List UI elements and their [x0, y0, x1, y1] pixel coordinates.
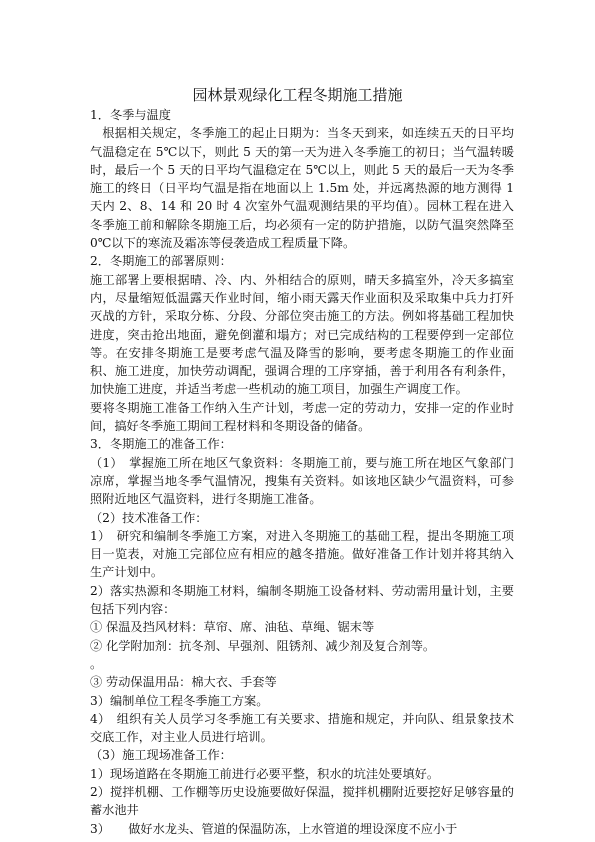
- document-title: 园林景观绿化工程冬期施工措施: [192, 86, 403, 104]
- paragraph: 2）落实热源和冬期施工材料，编制冬期施工设备材料、劳动需用量计划，主要包括下列内容：: [90, 583, 514, 617]
- paragraph: 1．冬季与温度: [90, 108, 171, 122]
- paragraph: ② 化学附加剂：抗冬剂、早强剂、阻锈剂、减少剂及复合剂等。: [90, 638, 436, 653]
- paragraph: 3．冬期施工的准备工作：: [90, 437, 232, 452]
- paragraph: 要将冬期施工准备工作纳入生产计划，考虑一定的劳动力，安排一定的作业时间，搞好冬季施工期间工程材料和冬期设备的储备。: [90, 400, 514, 434]
- paragraph: 4） 组织有关人员学习冬季施工有关要求、措施和规定，并向队、组景象技术交底工作，对主业人员进行培训。: [90, 711, 514, 745]
- paragraph: （2）技术准备工作：: [90, 510, 208, 525]
- paragraph: 施工部署上要根据晴、冷、内、外相结合的原则，晴天多搞室外，冷天多搞室内，尽量缩短低温露天作业时间，缩小雨天露天作业面积及采取集中兵力打歼灭战的方针，采取分栋、分段、分部位突击施工的方法。例如将基础工程加快进度，突击抢出地面，避免倒灌和塌方；对已完成结构的工程要停到一定部位等。在安排冬期施工是要考虑气温及降雪的影响，要考虑冬期施工的作业面积、施工进度，加快劳动调配，强调合理的工序穿插，善于利用各有利条件，加快施工进度，并适当考虑一些机动的施工项目，加强生产调度工作。: [90, 272, 514, 397]
- paragraph: 3）编制单位工程冬季施工方案。: [90, 693, 269, 708]
- paragraph: 3） 做好水龙头、管道的保温防冻，上水管道的埋设深度不应小于: [90, 821, 458, 836]
- paragraph: （1） 掌握施工所在地区气象资料：冬期施工前，要与施工所在地区气象部门凉席，掌握当地冬季气温情况，搜集有关资料。如该地区缺少气温资料，可参照附近地区气温资料，进行冬期施工准备。: [90, 455, 514, 507]
- paragraph: 1）现场道路在冬期施工前进行必要平整，积水的坑洼处要填好。: [90, 766, 440, 781]
- paragraph: 2．冬期施工的部署原则：: [90, 254, 232, 269]
- paragraph: ③ 劳动保温用品：棉大衣、手套等: [90, 675, 277, 690]
- document-body: [90, 106, 514, 838]
- paragraph: 根据相关规定，冬季施工的起止日期为：当冬天到来，如连续五天的日平均气温稳定在 5℃以下，则此 5 天的第一天为进入冬季施工的初日；当气温转暖时，最后一个 5 天的日平均气温稳定在 5℃以上，则此 5 天的最后一天为冬季施工的终日（日平均气温是指在地面以上 1.5m 处，并远离热源的地方测得 1 天内 2、8、14 和 20 时 4 次室外气温观测结果的平均值）。园林工程在进入冬季施工前和解除冬期施工后，均必须有一定的防护措施，以防气温突然降至 0℃以下的寒流及霜冻等侵袭造成工程质量下降。: [90, 126, 514, 251]
- paragraph: ① 保温及挡风材料：草帘、席、油毡、草绳、锯末等: [90, 620, 375, 635]
- paragraph: （3）施工现场准备工作：: [90, 748, 232, 763]
- paragraph: 。: [90, 656, 103, 671]
- paragraph: 1） 研究和编制冬季施工方案，对进入冬期施工的基础工程，提出冬期施工项目一览表，对施工完部位应有相应的越冬措施。做好准备工作计划并将其纳入生产计划中。: [90, 528, 514, 580]
- paragraph: 2）搅拌机棚、工作棚等历史设施要做好保温，搅拌机棚附近要挖好足够容量的蓄水池井: [90, 784, 514, 818]
